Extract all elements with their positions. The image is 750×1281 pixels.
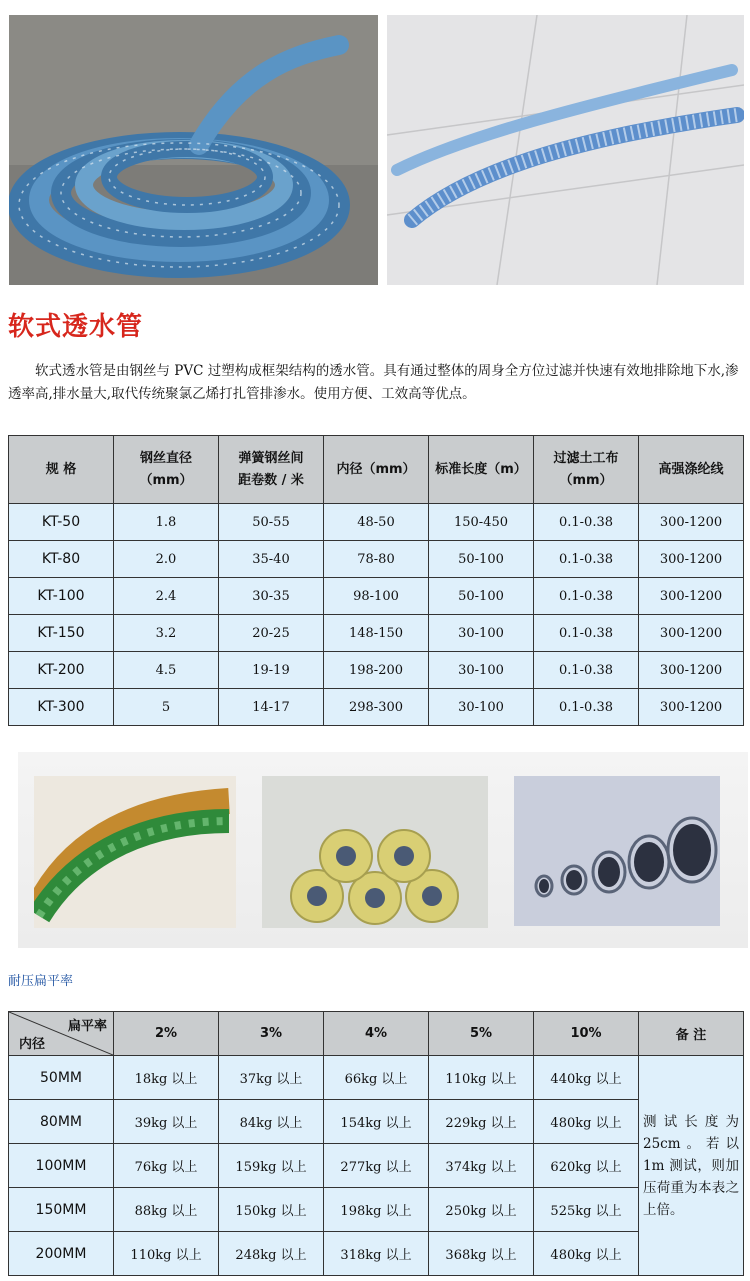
spec-value-cell: 98-100: [324, 578, 429, 615]
spec-row: [9, 615, 744, 652]
pressure-value-cell: 110kg 以上: [114, 1232, 219, 1276]
coiled-hose-photo: [9, 15, 378, 285]
spec-value-cell: 300-1200: [639, 541, 744, 578]
spec-value-cell: 14-17: [219, 689, 324, 726]
corner-top-label: 扁平率: [67, 1019, 107, 1034]
spec-value-cell: 148-150: [324, 615, 429, 652]
pressure-value-cell: 84kg 以上: [219, 1100, 324, 1144]
pressure-value-cell: 250kg 以上: [429, 1188, 534, 1232]
spec-value-cell: 5: [114, 689, 219, 726]
pressure-diameter-cell: 100MM: [9, 1144, 114, 1188]
spec-value-cell: 0.1-0.38: [534, 578, 639, 615]
pressure-value-cell: 88kg 以上: [114, 1188, 219, 1232]
spec-row: [9, 578, 744, 615]
corner-bottom-label: 内径: [19, 1037, 46, 1052]
pressure-value-cell: 277kg 以上: [324, 1144, 429, 1188]
spec-header-cell: 内径（mm）: [324, 436, 429, 504]
spec-model-cell: KT-50: [9, 504, 114, 541]
pressure-header-cell: 备 注: [639, 1012, 744, 1056]
page-title: 软式透水管: [8, 312, 144, 342]
pressure-value-cell: 198kg 以上: [324, 1188, 429, 1232]
pressure-diameter-cell: 80MM: [9, 1100, 114, 1144]
spec-value-cell: 0.1-0.38: [534, 689, 639, 726]
spec-model-cell: KT-100: [9, 578, 114, 615]
pressure-value-cell: 318kg 以上: [324, 1232, 429, 1276]
pressure-value-cell: 159kg 以上: [219, 1144, 324, 1188]
pressure-diameter-cell: 200MM: [9, 1232, 114, 1276]
pressure-value-cell: 150kg 以上: [219, 1188, 324, 1232]
pressure-value-cell: 480kg 以上: [534, 1100, 639, 1144]
spec-model-cell: KT-300: [9, 689, 114, 726]
spec-row: [9, 652, 744, 689]
spec-value-cell: 30-35: [219, 578, 324, 615]
pressure-header-cell: 5%: [429, 1012, 534, 1056]
spec-value-cell: 198-200: [324, 652, 429, 689]
spec-value-cell: 30-100: [429, 615, 534, 652]
pressure-row: [9, 1232, 744, 1276]
spec-model-cell: KT-200: [9, 652, 114, 689]
pressure-header-cell: 10%: [534, 1012, 639, 1056]
pressure-value-cell: 110kg 以上: [429, 1056, 534, 1100]
pressure-row: [9, 1144, 744, 1188]
spec-header-cell: 规 格: [9, 436, 114, 504]
pressure-corner-cell: [9, 1012, 114, 1056]
spec-model-cell: KT-150: [9, 615, 114, 652]
spec-value-cell: 300-1200: [639, 652, 744, 689]
pressure-row: [9, 1188, 744, 1232]
pressure-value-cell: 154kg 以上: [324, 1100, 429, 1144]
spec-value-cell: 48-50: [324, 504, 429, 541]
pressure-note-cell: 测试长度为25cm。若以 1m 测试，则加压荷重为本表之上倍。: [639, 1056, 744, 1276]
spec-value-cell: 20-25: [219, 615, 324, 652]
spec-table: [8, 435, 744, 726]
pressure-row: [9, 1056, 744, 1100]
pressure-value-cell: 368kg 以上: [429, 1232, 534, 1276]
spec-value-cell: 150-450: [429, 504, 534, 541]
pressure-section-title: 耐压扁平率: [8, 974, 74, 989]
spec-value-cell: 3.2: [114, 615, 219, 652]
pressure-value-cell: 440kg 以上: [534, 1056, 639, 1100]
spec-value-cell: 50-100: [429, 578, 534, 615]
intro-paragraph: 软式透水管是由钢丝与 PVC 过塑构成框架结构的透水管。具有通过整体的周身全方位过滤并快速有效地排除地下水,渗透率高,排水量大,取代传统聚氯乙烯打扎管排渗水。使用方便、工效高等优点。: [8, 363, 739, 402]
pressure-table: [8, 1011, 744, 1276]
pressure-value-cell: 480kg 以上: [534, 1232, 639, 1276]
spec-value-cell: 0.1-0.38: [534, 615, 639, 652]
spec-row: [9, 689, 744, 726]
pressure-value-cell: 229kg 以上: [429, 1100, 534, 1144]
spec-value-cell: 78-80: [324, 541, 429, 578]
steel-coil-photo: [514, 776, 720, 926]
pressure-header-cell: 4%: [324, 1012, 429, 1056]
pressure-value-cell: 620kg 以上: [534, 1144, 639, 1188]
spec-value-cell: 30-100: [429, 652, 534, 689]
spec-header-cell: 高强涤纶线: [639, 436, 744, 504]
pressure-header-cell: 2%: [114, 1012, 219, 1056]
pressure-value-cell: 374kg 以上: [429, 1144, 534, 1188]
pressure-value-cell: 18kg 以上: [114, 1056, 219, 1100]
spec-value-cell: 1.8: [114, 504, 219, 541]
pressure-diameter-cell: 50MM: [9, 1056, 114, 1100]
spec-value-cell: 2.4: [114, 578, 219, 615]
spec-value-cell: 50-100: [429, 541, 534, 578]
spec-row: [9, 504, 744, 541]
spec-header-cell: 钢丝直径 （mm）: [114, 436, 219, 504]
pressure-row: [9, 1100, 744, 1144]
spec-value-cell: 2.0: [114, 541, 219, 578]
yellow-hose-bundle-photo: [262, 776, 488, 928]
spec-value-cell: 300-1200: [639, 689, 744, 726]
spec-value-cell: 300-1200: [639, 578, 744, 615]
green-hose-photo: [34, 776, 236, 928]
spec-value-cell: 300-1200: [639, 615, 744, 652]
spec-value-cell: 4.5: [114, 652, 219, 689]
spec-value-cell: 0.1-0.38: [534, 504, 639, 541]
spec-row: [9, 541, 744, 578]
spec-header-cell: 弹簧钢丝间 距卷数 / 米: [219, 436, 324, 504]
spec-header-row: [9, 436, 744, 504]
pressure-diameter-cell: 150MM: [9, 1188, 114, 1232]
spec-model-cell: KT-80: [9, 541, 114, 578]
pressure-value-cell: 525kg 以上: [534, 1188, 639, 1232]
spec-value-cell: 35-40: [219, 541, 324, 578]
spec-value-cell: 30-100: [429, 689, 534, 726]
product-photo-strip: [18, 752, 748, 948]
spec-value-cell: 0.1-0.38: [534, 652, 639, 689]
spec-value-cell: 50-55: [219, 504, 324, 541]
pressure-value-cell: 76kg 以上: [114, 1144, 219, 1188]
spec-value-cell: 19-19: [219, 652, 324, 689]
spec-value-cell: 298-300: [324, 689, 429, 726]
spec-header-cell: 过滤土工布 （mm）: [534, 436, 639, 504]
spec-header-cell: 标准长度（m）: [429, 436, 534, 504]
pressure-value-cell: 66kg 以上: [324, 1056, 429, 1100]
pressure-header-row: [9, 1012, 744, 1056]
straight-hoses-photo: [387, 15, 744, 285]
pressure-value-cell: 37kg 以上: [219, 1056, 324, 1100]
pressure-header-cell: 3%: [219, 1012, 324, 1056]
pressure-value-cell: 39kg 以上: [114, 1100, 219, 1144]
spec-value-cell: 300-1200: [639, 504, 744, 541]
pressure-value-cell: 248kg 以上: [219, 1232, 324, 1276]
spec-value-cell: 0.1-0.38: [534, 541, 639, 578]
